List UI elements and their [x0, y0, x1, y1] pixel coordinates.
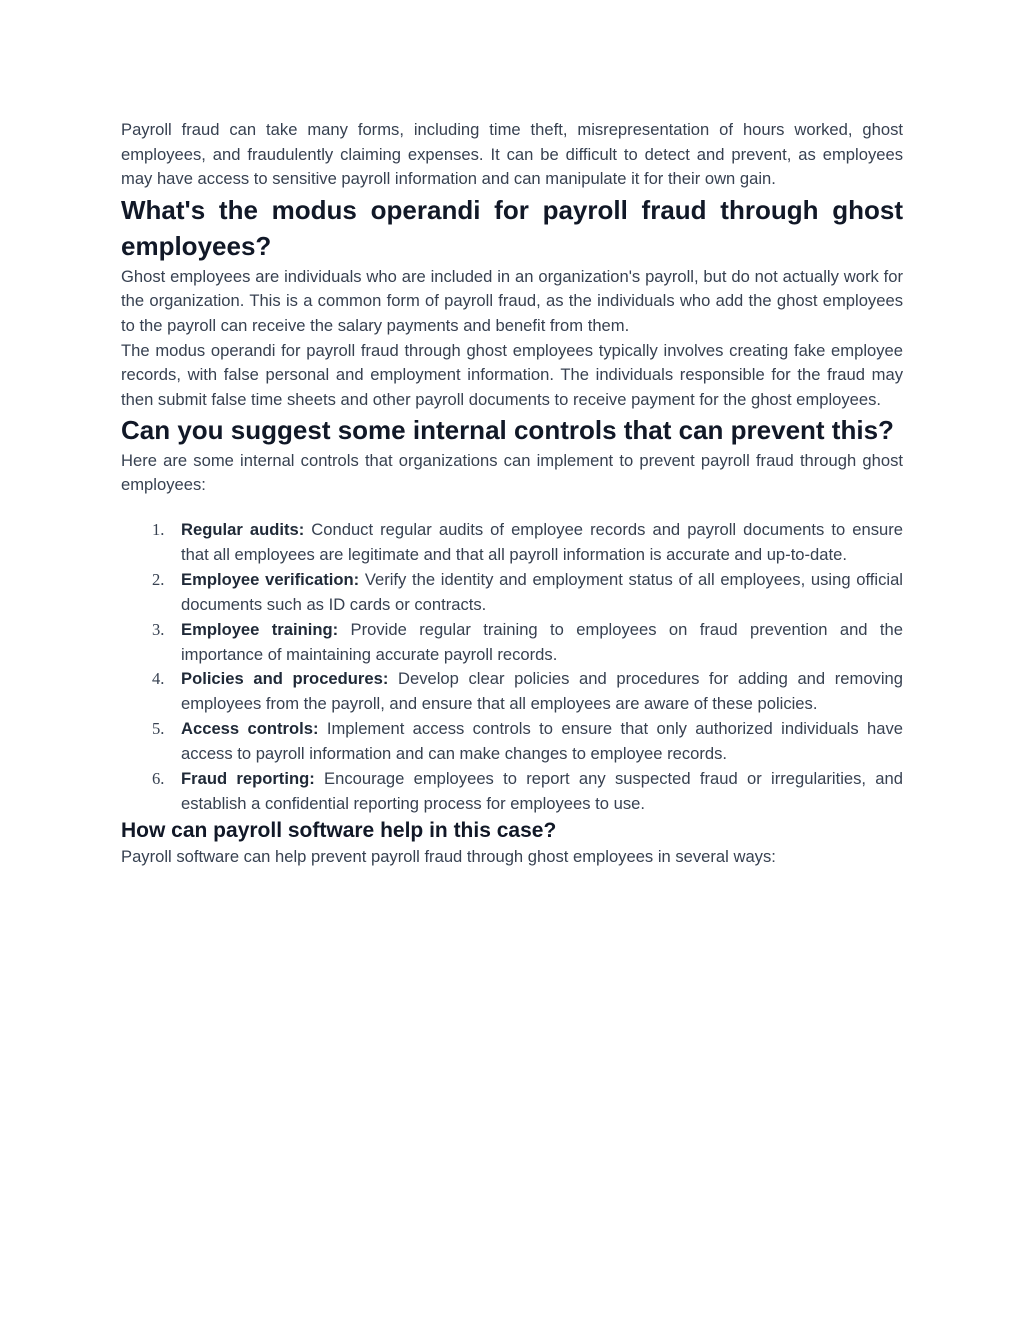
internal-controls-heading: Can you suggest some internal controls that can prevent this? — [121, 415, 894, 446]
list-item-number: 3. — [152, 619, 165, 639]
list-item-text: Verify the identity and employment status of all employees, using official documents such as ID cards or contracts. — [181, 569, 903, 614]
list-item-number: 4. — [152, 669, 165, 689]
modus-operandi-heading: What's the modus operandi for payroll fraud through ghost employees? — [121, 194, 903, 262]
list-item — [121, 568, 903, 618]
list-item — [121, 518, 903, 568]
list-item-text: Conduct regular audits of employee records and payroll documents to ensure that all employees are legitimate and that all payroll information is accurate and up-to-date. — [181, 520, 903, 564]
list-item-term: Regular audits: — [181, 520, 305, 540]
list-item-text: Develop clear policies and procedures for adding and removing employees from the payroll, and ensure that all employees are aware of these policies. — [181, 669, 904, 714]
list-item-text: Encourage employees to report any suspected fraud or irregularities, and establish a confidential reporting process for employees to use. — [181, 769, 903, 813]
internal-controls-list — [121, 518, 903, 817]
list-item-term: Access controls: — [181, 719, 319, 739]
list-item-number: 1. — [152, 520, 165, 540]
payroll-software-heading: How can payroll software help in this case? — [121, 818, 557, 842]
list-item — [121, 717, 903, 767]
list-item-term: Employee verification: — [181, 569, 360, 589]
list-item-term: Policies and procedures: — [181, 669, 389, 689]
list-item-text: Implement access controls to ensure that only authorized individuals have access to payroll information and can make changes to employee records. — [181, 719, 903, 764]
modus-operandi-paragraph: The modus operandi for payroll fraud through ghost employees typically involves creating fake employee records, with false personal and employment information. The individuals responsible for the fraud may then submit false time sheets and other payroll documents to receive payment for the ghost employees. — [121, 340, 903, 409]
list-item — [121, 667, 903, 717]
intro-paragraph: Payroll fraud can take many forms, including time theft, misrepresentation of hours worked, ghost employees, and fraudulently claiming expenses. It can be difficult to detect and prevent, as employees may have access to sensitive payroll information and can manipulate it for their own gain. — [121, 120, 903, 189]
list-item-term: Fraud reporting: — [181, 769, 315, 789]
ghost-employees-paragraph: Ghost employees are individuals who are included in an organization's payroll, but do not actually work for the organization. This is a common form of payroll fraud, as the individuals who add the ghost employees to the payroll can receive the salary payments and benefit from them. — [121, 266, 903, 335]
list-item-number: 6. — [152, 769, 165, 789]
list-item-term: Employee training: — [181, 619, 339, 639]
list-item-number: 5. — [152, 719, 165, 739]
payroll-software-intro: Payroll software can help prevent payroll fraud through ghost employees in several ways: — [121, 846, 776, 866]
internal-controls-intro: Here are some internal controls that organizations can implement to prevent payroll fraud through ghost employees: — [121, 450, 903, 495]
list-item — [121, 618, 903, 668]
list-item-number: 2. — [152, 569, 165, 589]
list-item — [121, 767, 903, 817]
document-page — [121, 118, 903, 870]
list-item-text: Provide regular training to employees on fraud prevention and the importance of maintaining accurate payroll records. — [181, 619, 903, 664]
